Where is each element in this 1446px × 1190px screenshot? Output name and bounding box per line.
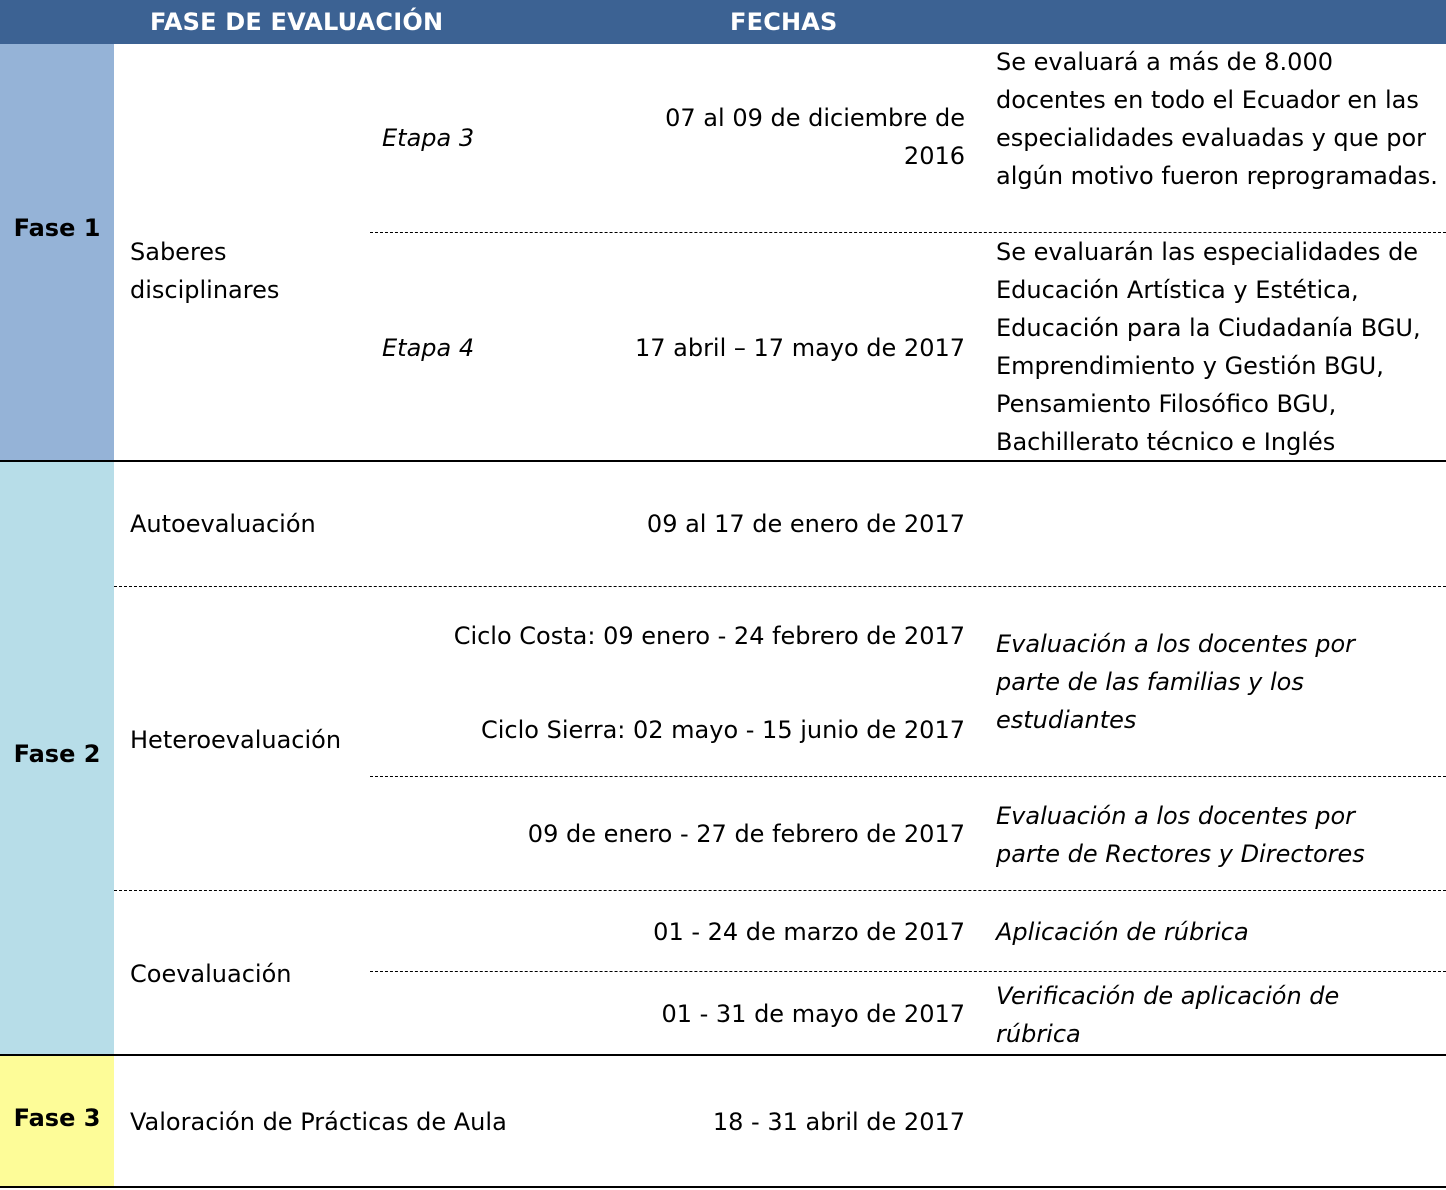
ciclo-costa-date: Ciclo Costa: 09 enero - 24 febrero de 2017 [453, 622, 965, 650]
etapa-4-note: Se evaluarán las especialidades de Educación Artística y Estética, Educación para la Ciudadanía BGU, Emprendimiento y Gestión BGU, Pensamiento Filosófico BGU, Bachillerato técnico e Inglés [996, 238, 1421, 456]
ciclo-sierra-date: Ciclo Sierra: 02 mayo - 15 junio de 2017 [480, 716, 965, 744]
coevaluacion-date-1: 01 - 24 de marzo de 2017 [653, 918, 965, 946]
row-divider [370, 776, 1446, 777]
rubric-application-note: Aplicación de rúbrica [996, 918, 1249, 946]
rectors-evaluation-note: Evaluación a los docentes por parte de Rectores y Directores [996, 802, 1365, 868]
etapa-3-date: 07 al 09 de diciembre de 2016 [665, 104, 965, 170]
rectors-evaluation-date: 09 de enero - 27 de febrero de 2017 [527, 820, 965, 848]
etapa-3-label: Etapa 3 [382, 124, 475, 152]
autoevaluacion-date: 09 al 17 de enero de 2017 [646, 510, 965, 538]
etapa-3-note: Se evaluará a más de 8.000 docentes en todo el Ecuador en las especialidades evaluadas y que por algún motivo fueron reprogramadas. [996, 48, 1438, 190]
fase-2-label: Fase 2 [13, 740, 101, 768]
row-divider [114, 586, 1446, 587]
fase-1-label: Fase 1 [13, 214, 101, 242]
valoracion-practicas-label: Valoración de Prácticas de Aula [130, 1108, 507, 1136]
saberes-disciplinares-label: Saberes disciplinares [130, 238, 280, 304]
coevaluacion-label: Coevaluación [130, 960, 292, 988]
row-divider [370, 971, 1446, 972]
section-divider [0, 1054, 1446, 1056]
table-bottom-border [0, 1186, 1446, 1188]
header-dates-column: FECHAS [730, 8, 838, 36]
families-evaluation-note: Evaluación a los docentes por parte de las familias y los estudiantes [996, 630, 1356, 734]
etapa-4-date: 17 abril – 17 mayo de 2017 [634, 334, 965, 362]
section-divider [0, 460, 1446, 462]
fase-3-label: Fase 3 [13, 1104, 101, 1132]
autoevaluacion-label: Autoevaluación [130, 510, 316, 538]
rubric-verification-note: Verificación de aplicación de rúbrica [996, 982, 1340, 1048]
fase-1-band [0, 44, 114, 461]
etapa-4-label: Etapa 4 [382, 334, 475, 362]
fase-3-date: 18 - 31 abril de 2017 [712, 1108, 965, 1136]
coevaluacion-date-2: 01 - 31 de mayo de 2017 [661, 1000, 965, 1028]
heteroevaluacion-label: Heteroevaluación [130, 726, 342, 754]
header-phase-column: FASE DE EVALUACIÓN [150, 8, 444, 36]
row-divider [114, 890, 1446, 891]
